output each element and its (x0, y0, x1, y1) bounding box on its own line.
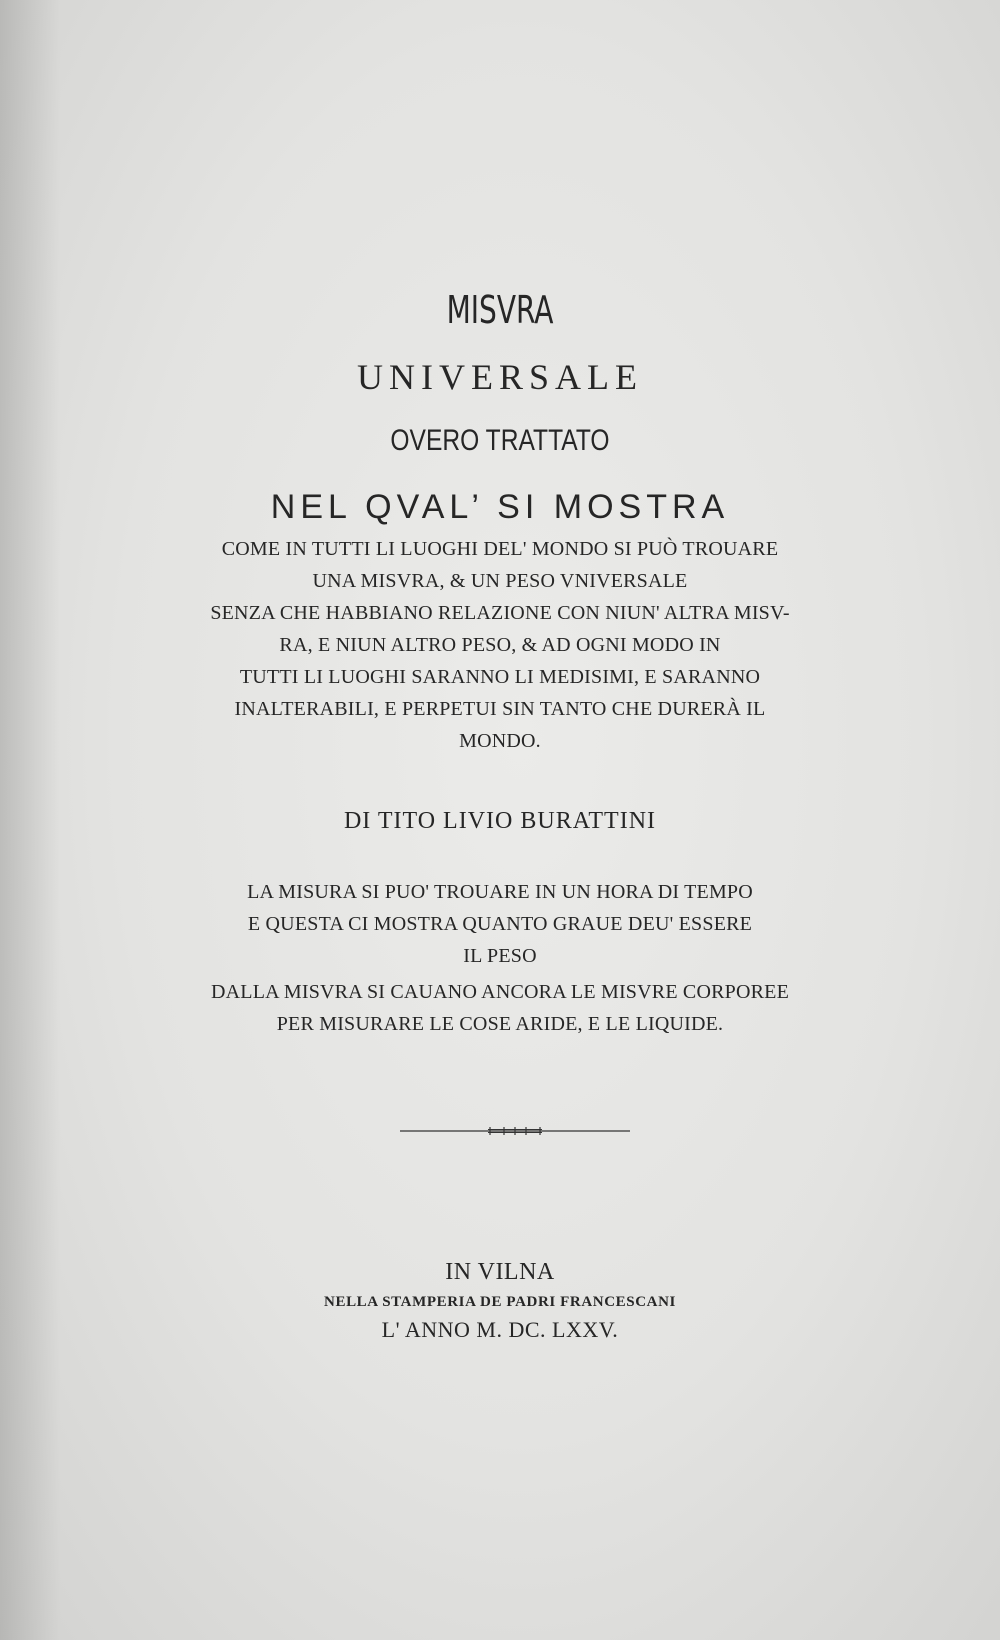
ornament-rule (400, 1125, 630, 1137)
imprint-year: L' ANNO M. DC. LXXV. (381, 1317, 619, 1342)
description-line: MONDO. (459, 730, 541, 752)
author-line: DI TITO LIVIO BURATTINI (343, 808, 657, 834)
title-line-4: NEL QVAL’ SI MOSTRA (270, 488, 730, 526)
note-line: IL PESO (463, 945, 537, 967)
note-line: PER MISURARE LE COSE ARIDE, E LE LIQUIDE. (276, 1013, 724, 1035)
imprint-city: IN VILNA (445, 1259, 555, 1285)
title-line-3: OVERO TRATTATO (390, 424, 610, 457)
description-line: UNA MISVRA, & UN PESO VNIVERSALE (312, 570, 688, 592)
title-line-2: UNIVERSALE (357, 357, 643, 397)
imprint-press: NELLA STAMPERIA DE PADRI FRANCESCANI (324, 1294, 676, 1310)
description-line: TUTTI LI LUOGHI SARANNO LI MEDISIMI, E SARANNO (239, 666, 761, 688)
description-line: INALTERABILI, E PERPETUI SIN TANTO CHE DURERÀ IL (234, 698, 766, 720)
description-line: SENZA CHE HABBIANO RELAZIONE CON NIUN' ALTRA MISV- (210, 602, 790, 624)
note-line: E QUESTA CI MOSTRA QUANTO GRAUE DEU' ESSERE (247, 913, 753, 935)
description-line: COME IN TUTTI LI LUOGHI DEL' MONDO SI PUÒ TROUARE (221, 538, 779, 560)
note-line: DALLA MISVRA SI CAUANO ANCORA LE MISVRE CORPOREE (211, 981, 789, 1003)
description-line: RA, E NIUN ALTRO PESO, & AD OGNI MODO IN (279, 634, 721, 656)
title-line-1: MISVRA (446, 288, 554, 332)
note-line: LA MISURA SI PUO' TROUARE IN UN HORA DI TEMPO (247, 881, 753, 903)
